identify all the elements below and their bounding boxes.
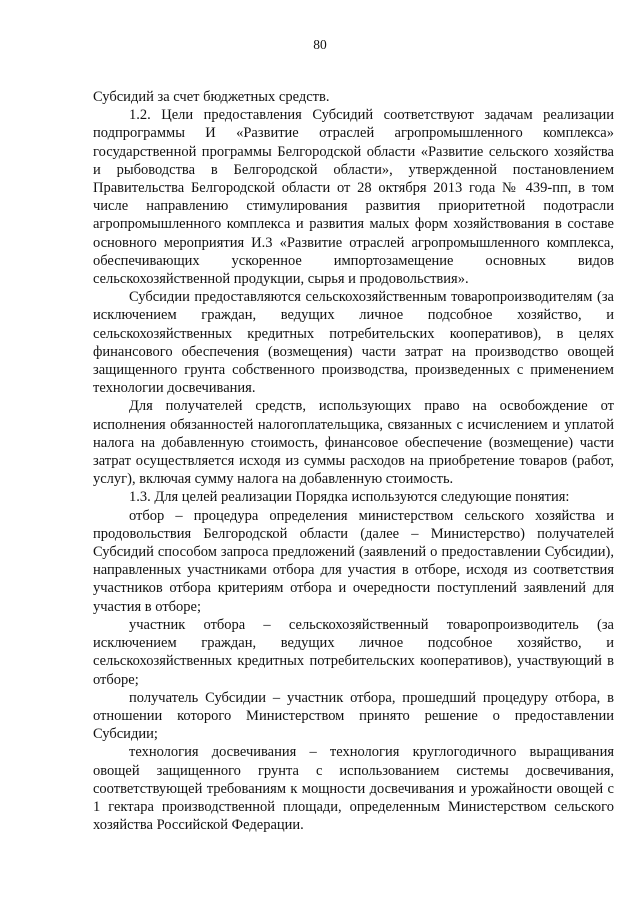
paragraph-1-3-definitions: 1.3. Для целей реализации Порядка используются следующие понятия: [129, 489, 570, 506]
definition-selection: отбор – процедура определения министерством сельского хозяйства и продовольствия Белгородской области (далее – Министерство) получателей Субсидий способом запроса предложений (заявлений о предоставлении Субсидии), направленных участниками отбора для участия в отборе, исходя из соответствия участников отбора критериям отбора и очередности поступлений заявлений для участия в отборе; [93, 507, 614, 615]
paragraph-vat-exemption: Для получателей средств, использующих право на освобождение от исполнения обязанностей налогоплательщика, связанных с исчислением и уплатой налога на добавленную стоимость, финансовое обеспечение (возмещение) части затрат осуществляется исходя из суммы расходов на приобретение товаров (работ, услуг), включая сумму налога на добавленную стоимость. [93, 398, 614, 488]
page-number: 80 [313, 37, 327, 52]
definition-lighting-technology: технология досвечивания – технология круглогодичного выращивания овощей защищенного грунта с использованием системы досвечивания, соответствующей требованиям к мощности досвечивания и урожайности овощей с 1 гектара производственной площади, определенным Министерством сельского хозяйства Российской Федерации. [93, 744, 614, 834]
paragraph-intro: Субсидий за счет бюджетных средств. [93, 89, 330, 105]
paragraph-subsidy-recipients: Субсидии предоставляются сельскохозяйственным товаропроизводителям (за исключением граждан, ведущих личное подсобное хозяйство, и сельскохозяйственных кредитных потребительских кооперативов), в целях финансового обеспечения (возмещения) части затрат на производство овощей защищенного грунта собственного производства, произведенных с применением технологии досвечивания. [93, 289, 614, 397]
document-body [93, 88, 614, 834]
definition-participant: участник отбора – сельскохозяйственный товаропроизводитель (за исключением граждан, ведущих личное подсобное хозяйство, и сельскохозяйственных кредитных потребительских кооперативов), участвующий в отборе; [93, 616, 614, 688]
definition-recipient: получатель Субсидии – участник отбора, прошедший процедуру отбора, в отношении которого Министерством принято решение о предоставлении Субсидии; [93, 689, 614, 743]
paragraph-1-2-goals: 1.2. Цели предоставления Субсидий соответствуют задачам реализации подпрограммы И «Развитие отраслей агропромышленного комплекса» государственной программы Белгородской области «Развитие сельского хозяйства и рыбоводства в Белгородской области», утвержденной постановлением Правительства Белгородской области от 28 октября 2013 года № 439-пп, в том числе направлению стимулирования развития приоритетной подотрасли агропромышленного комплекса и развития малых форм хозяйствования в составе основного мероприятия И.3 «Развитие отраслей агропромышленного комплекса, обеспечивающих ускоренное импортозамещение основных видов сельскохозяйственной продукции, сырья и продовольствия». [93, 107, 614, 288]
